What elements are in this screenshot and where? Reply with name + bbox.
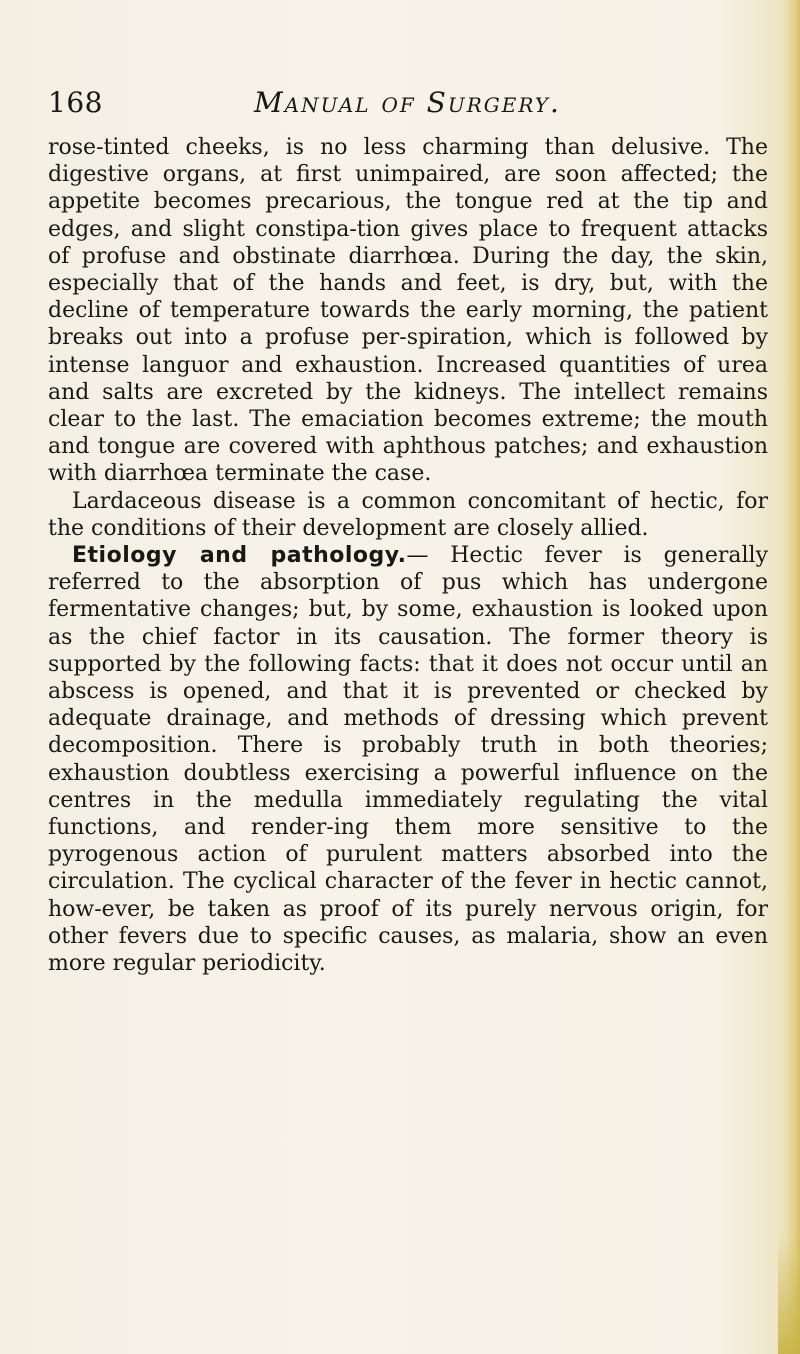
section-sidehead: Etiology and pathology. (72, 543, 407, 569)
running-head: Manual of Surgery. (254, 86, 561, 119)
page-edge-stain (778, 1234, 800, 1354)
paragraph-text: — Hectic fever is generally referred to the absorption of pus which has undergone fermentative changes; but, by some, exhaustion is looked upon as the chief factor in its causation. The former theory is supported by the following facts: that it does not occur until an abscess is opened, and that it is prevented or checked by adequate drainage, and methods of dressing which prevent decomposition. There is probably truth in both theories; exhaustion doubtless exercising a powerful influence on the centres in the medulla immediately regulating the vital functions, and render-ing them more sensitive to the pyrogenous action of purulent matters absorbed into the circulation. The cyclical character of the fever in hectic cannot, how-ever, be taken as proof of its purely nervous origin, for other fevers due to specific causes, as malaria, show an even more regular periodicity. (48, 543, 768, 977)
page-header (48, 86, 748, 122)
page-edge-shadow (786, 0, 800, 1354)
paragraph: rose-tinted cheeks, is no less charming than delusive. The digestive organs, at first unimpaired, are soon affected; the appetite becomes precarious, the tongue red at the tip and edges, and slight constipa-tion gives place to frequent attacks of profuse and obstinate diarrhœa. During the day, the skin, especially that of the hands and feet, is dry, but, with the decline of temperature towards the early morning, the patient breaks out into a profuse per-spiration, which is followed by intense languor and exhaustion. Increased quantities of urea and salts are excreted by the kidneys. The intellect remains clear to the last. The emaciation becomes extreme; the mouth and tongue are covered with aphthous patches; and exhaustion with diarrhœa terminate the case. (48, 135, 768, 487)
body-text (48, 134, 768, 977)
paragraph (48, 542, 768, 977)
page-number: 168 (48, 86, 103, 119)
paragraph: Lardaceous disease is a common concomitant of hectic, for the conditions of their development are closely allied. (48, 488, 768, 541)
